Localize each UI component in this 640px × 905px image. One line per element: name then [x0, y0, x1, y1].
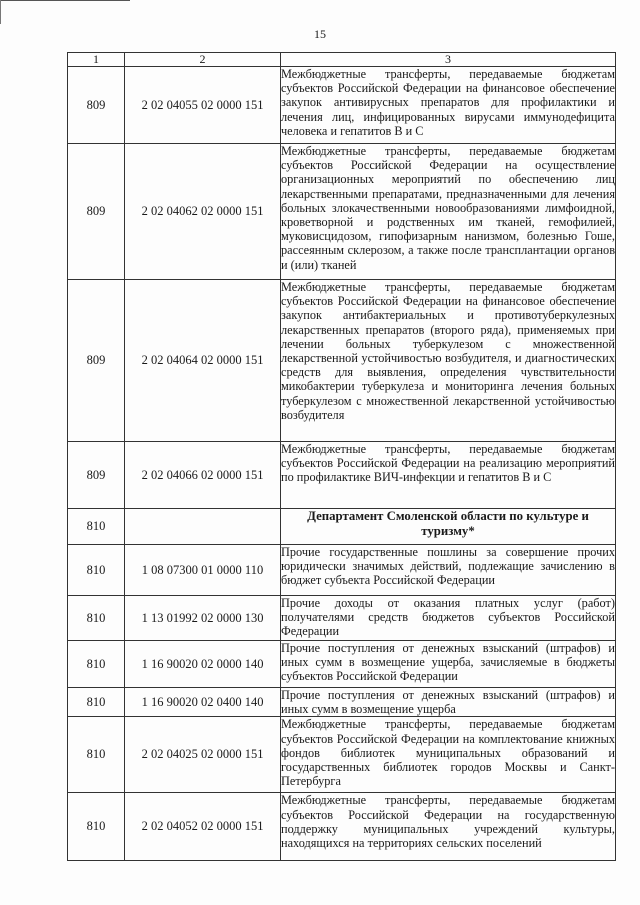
budget-code-cell — [125, 509, 281, 545]
admin-code-cell: 810 — [68, 545, 125, 596]
column-header: 1 — [68, 53, 125, 67]
budget-code-cell: 2 02 04052 02 0000 151 — [125, 793, 281, 861]
budget-code-cell: 2 02 04025 02 0000 151 — [125, 717, 281, 793]
scan-edge-line — [0, 0, 1, 24]
table-row — [68, 144, 616, 280]
budget-code-cell: 2 02 04062 02 0000 151 — [125, 144, 281, 280]
description-cell: Прочие государственные пошлины за совершение прочих юридически значимых действий, подлежащие зачислению в бюджет субъекта Российской Федерации — [281, 545, 616, 596]
table-row — [68, 688, 616, 717]
description-cell: Межбюджетные трансферты, передаваемые бюджетам субъектов Российской Федерации на финансовое обеспечение закупок антивирусных препаратов для профилактики и лечения лиц, инфицированных вирусами иммунодефицита человека и гепатитов В и С — [281, 67, 616, 144]
table-row — [68, 793, 616, 861]
description-cell: Прочие доходы от оказания платных услуг (работ) получателями средств бюджетов субъектов Российской Федерации — [281, 596, 616, 641]
description-cell: Прочие поступления от денежных взысканий (штрафов) и иных сумм в возмещение ущерба, зачисляемые в бюджеты субъектов Российской Федерации — [281, 641, 616, 688]
page-number: 15 — [314, 27, 326, 41]
budget-code-cell: 1 08 07300 01 0000 110 — [125, 545, 281, 596]
column-header: 3 — [281, 53, 616, 67]
admin-code-cell: 810 — [68, 688, 125, 717]
table-row — [68, 717, 616, 793]
admin-code-cell: 810 — [68, 717, 125, 793]
description-cell: Межбюджетные трансферты, передаваемые бюджетам субъектов Российской Федерации на осуществление организационных мероприятий по обеспечению лиц лекарственными препаратами, предназначенными для лечения больных злокачественными новообразованиями лимфоидной, кроветворной и родственных им тканей, гемофилией, муковисцидозом, гипофизарным нанизмом, болезнью Гоше, рассеянным склерозом, а также после трансплантации органов и (или) тканей — [281, 144, 616, 280]
admin-code-cell: 810 — [68, 641, 125, 688]
budget-code-cell: 1 16 90020 02 0000 140 — [125, 641, 281, 688]
admin-code-cell: 810 — [68, 596, 125, 641]
admin-code-cell: 809 — [68, 280, 125, 442]
budget-code-cell: 1 16 90020 02 0400 140 — [125, 688, 281, 717]
table-header-row — [68, 53, 616, 67]
description-cell: Межбюджетные трансферты, передаваемые бюджетам субъектов Российской Федерации на финансовое обеспечение закупок антибактериальных и противотуберкулезных лекарственных препаратов (второго ряда), применяемых при лечении больных туберкулезом с множественной лекарственной устойчивостью возбудителя, и диагностических средств для выявления, определения чувствительности микобактерии туберкулеза и мониторинга лечения больных туберкулезом с множественной лекарственной устойчивостью возбудителя — [281, 280, 616, 442]
admin-code-cell: 809 — [68, 442, 125, 509]
department-title-cell: Департамент Смоленской области по культуре и туризму* — [281, 509, 616, 545]
budget-code-cell: 2 02 04064 02 0000 151 — [125, 280, 281, 442]
table-row — [68, 596, 616, 641]
description-cell: Межбюджетные трансферты, передаваемые бюджетам субъектов Российской Федерации на реализацию мероприятий по профилактике ВИЧ-инфекции и гепатитов В и С — [281, 442, 616, 509]
table-row — [68, 442, 616, 509]
table-row — [68, 641, 616, 688]
table-row — [68, 67, 616, 144]
admin-code-cell: 810 — [68, 793, 125, 861]
description-cell: Межбюджетные трансферты, передаваемые бюджетам субъектов Российской Федерации на комплектование книжных фондов библиотек муниципальных образований и государственных библиотек городов Москвы и Санкт-Петербурга — [281, 717, 616, 793]
budget-code-cell: 1 13 01992 02 0000 130 — [125, 596, 281, 641]
budget-code-cell: 2 02 04066 02 0000 151 — [125, 442, 281, 509]
admin-code-cell: 809 — [68, 67, 125, 144]
description-cell: Прочие поступления от денежных взысканий (штрафов) и иных сумм в возмещение ущерба — [281, 688, 615, 717]
classification-table — [67, 52, 616, 861]
budget-code-cell: 2 02 04055 02 0000 151 — [125, 67, 281, 144]
admin-code-cell: 810 — [68, 509, 125, 545]
scan-edge-line — [0, 0, 130, 1]
column-header: 2 — [125, 53, 281, 67]
table-row — [68, 545, 616, 596]
admin-code-cell: 809 — [68, 144, 125, 280]
description-cell: Межбюджетные трансферты, передаваемые бюджетам субъектов Российской Федерации на государственную поддержку муниципальных учреждений культуры, находящихся на территориях сельских поселений — [281, 793, 616, 861]
table-row — [68, 280, 616, 442]
section-header-row — [68, 509, 616, 545]
